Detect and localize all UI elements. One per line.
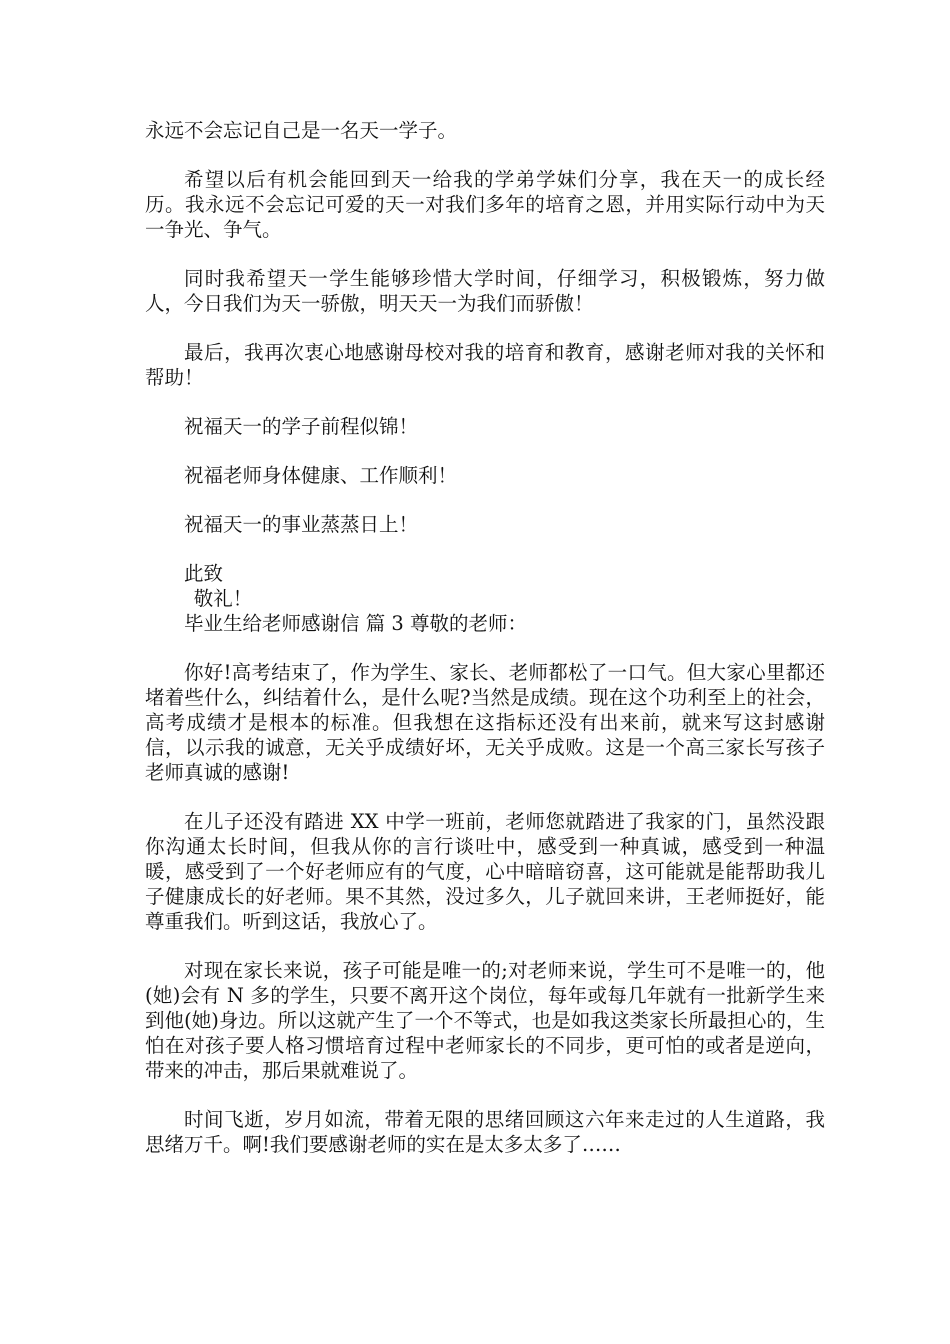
paragraph: 祝福老师身体健康、工作顺利！ xyxy=(184,464,458,487)
paragraph: 希望以后有机会能回到天一给我的学弟学妹们分享，我在天一的成长经历。我永远不会忘记可爱的天一对我们多年的培育之恩，并用实际行动中为天一争光、争气。 xyxy=(145,168,825,241)
closing-line: 此致 xyxy=(184,562,224,585)
letter-paragraph: 对现在家长来说，孩子可能是唯一的;对老师来说，学生可不是唯一的，他(她)会有 N 多的学生，只要不离开这个岗位，每年或每几年就有一批新学生来到他(她)身边。所以这就产生了一个不等式，也是如我这类家长所最担心的，生怕在对孩子要人格习惯培育过程中老师家长的不同步，更可怕的或者是逆向，带来的冲击，那后果就难说了。 xyxy=(145,959,825,1082)
section-heading: 毕业生给老师感谢信 篇 3 尊敬的老师： xyxy=(184,612,528,635)
paragraph: 永远不会忘记自己是一名天一学子。 xyxy=(145,119,458,142)
document-body xyxy=(145,118,825,1181)
paragraph: 同时我希望天一学生能够珍惜大学时间，仔细学习，积极锻炼，努力做人，今日我们为天一骄傲，明天天一为我们而骄傲！ xyxy=(145,267,825,315)
paragraph: 祝福天一的学子前程似锦！ xyxy=(184,415,419,438)
letter-paragraph: 时间飞逝，岁月如流，带着无限的思绪回顾这六年来走过的人生道路，我思绪万千。啊!我们要感谢老师的实在是太多太多了…… xyxy=(145,1108,825,1156)
paragraph: 祝福天一的事业蒸蒸日上！ xyxy=(184,513,419,536)
paragraph: 最后，我再次衷心地感谢母校对我的培育和教育，感谢老师对我的关怀和帮助！ xyxy=(145,341,825,389)
letter-paragraph: 你好!高考结束了，作为学生、家长、老师都松了一口气。但大家心里都还堵着些什么，纠结着什么，是什么呢?当然是成绩。现在这个功利至上的社会，高考成绩才是根本的标准。但我想在这指标还没有出来前，就来写这封感谢信，以示我的诚意，无关乎成绩好坏，无关乎成败。这是一个高三家长写孩子老师真诚的感谢! xyxy=(145,661,825,784)
closing-salute: 敬礼！ xyxy=(193,587,253,610)
letter-paragraph: 在儿子还没有踏进 XX 中学一班前，老师您就踏进了我家的门，虽然没跟你沟通太长时间，但我从你的言行谈吐中，感受到一种真诚，感受到一种温暖，感受到了一个好老师应有的气度，心中暗暗窃喜，这可能就是能帮助我儿子健康成长的好老师。果不其然，没过多久，儿子就回来讲，王老师挺好，能尊重我们。听到这话，我放心了。 xyxy=(145,810,825,933)
